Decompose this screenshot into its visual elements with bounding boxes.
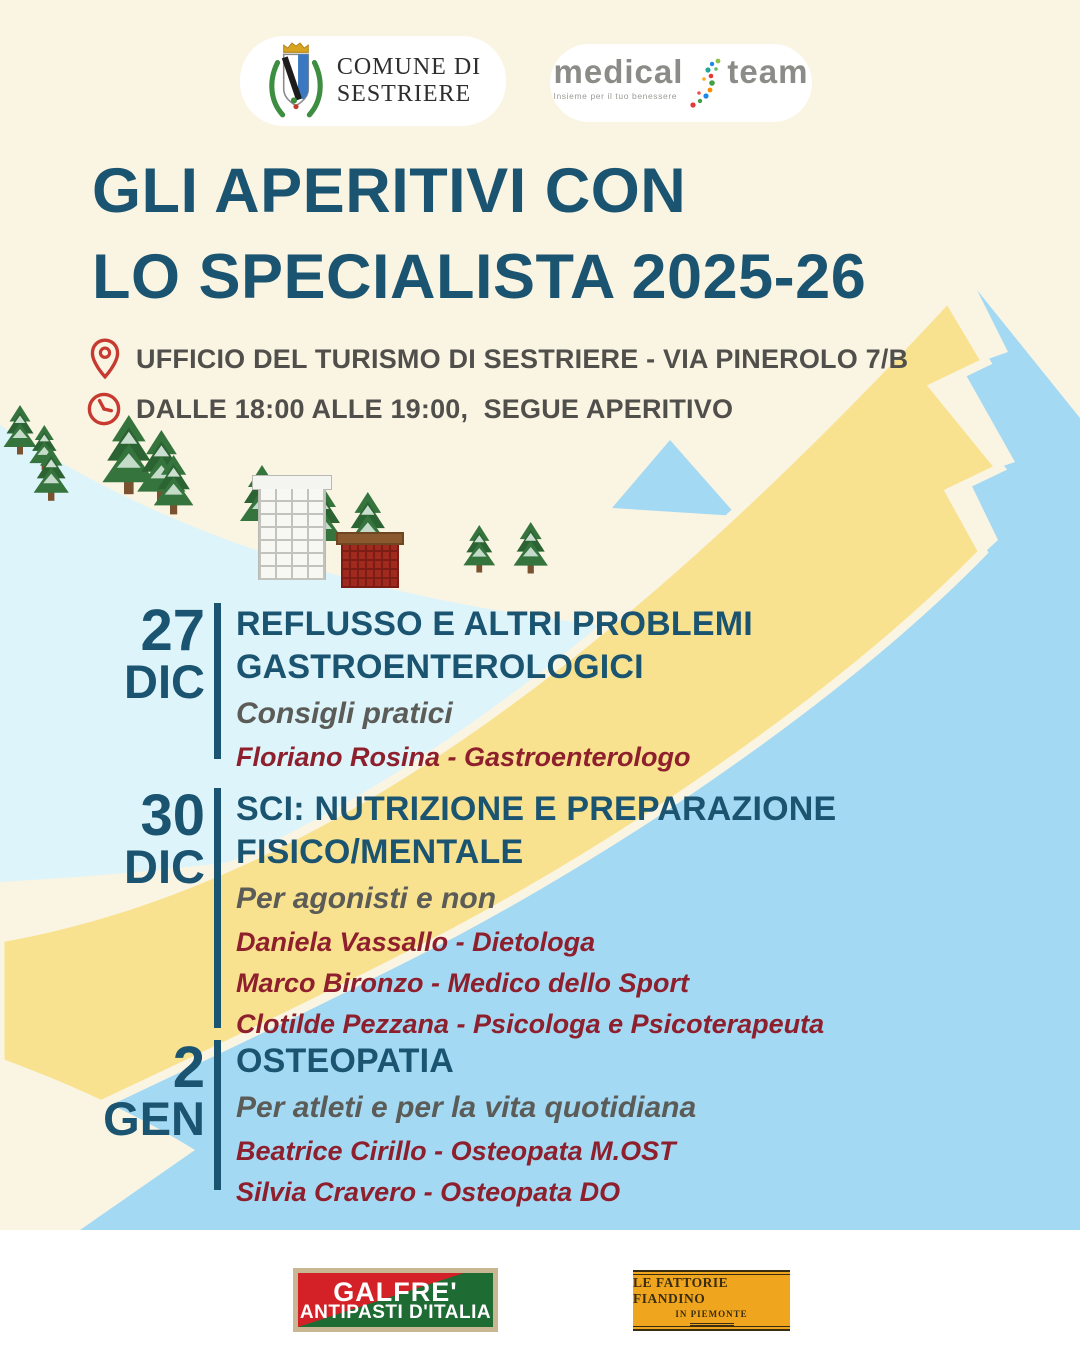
sestriere-crest-icon <box>265 40 327 122</box>
comune-logo-text: COMUNE DI SESTRIERE <box>336 54 482 107</box>
medical-team-tagline: Insieme per il tuo benessere <box>553 91 678 101</box>
event-2-gen <box>0 1035 1000 1207</box>
location-text: UFFICIO DEL TURISMO DI SESTRIERE - VIA PINEROLO 7/B <box>136 343 909 374</box>
sponsor-fiandino-logo <box>633 1270 790 1331</box>
time-row <box>86 391 733 427</box>
event-divider <box>214 603 221 759</box>
location-pin-icon <box>88 337 122 381</box>
galfre-subtitle: ANTIPASTI D'ITALIA <box>299 1302 492 1323</box>
event-title-line: OSTEOPATIA <box>236 1042 454 1080</box>
event-divider <box>214 788 221 1028</box>
event-27-dic <box>0 598 1000 772</box>
speaker-line: Marco Bironzo - Medico dello Sport <box>236 968 690 998</box>
event-30-dic <box>0 783 1000 1039</box>
event-title-line: REFLUSSO E ALTRI PROBLEMI <box>236 605 753 643</box>
event-date <box>0 598 205 772</box>
event-subtitle: Consigli pratici <box>236 697 453 730</box>
speaker-line: Clotilde Pezzana - Psicologa e Psicoterapeuta <box>236 1009 825 1039</box>
medical-team-word1: medical <box>553 53 684 90</box>
fiandino-subtitle: IN PIEMONTE <box>675 1309 748 1319</box>
comune-sestriere-logo <box>240 36 506 126</box>
red-building-roof <box>336 532 404 545</box>
speaker-line: Daniela Vassallo - Dietologa <box>236 927 596 957</box>
event-title-line: GASTROENTEROLOGICI <box>236 648 644 686</box>
galfre-name: GALFRE' <box>333 1277 458 1307</box>
event-subtitle: Per atleti e per la vita quotidiana <box>236 1091 697 1124</box>
event-title-line: SCI: NUTRIZIONE E PREPARAZIONE <box>236 790 837 828</box>
poster-title <box>92 148 1042 320</box>
event-divider <box>214 1040 221 1190</box>
event-date <box>0 783 205 1039</box>
fiandino-rule <box>690 1323 734 1326</box>
poster-title-line2: LO SPECIALISTA 2025-26 <box>92 242 867 312</box>
footer-band <box>0 1230 1080 1350</box>
medical-team-word2: team <box>727 53 809 90</box>
event-date <box>0 1035 205 1207</box>
red-building <box>341 545 399 588</box>
clock-icon <box>86 391 122 427</box>
speaker-line: Floriano Rosina - Gastroenterologo <box>236 742 691 772</box>
sponsor-galfre-logo <box>293 1268 498 1332</box>
white-building-roof <box>252 475 332 490</box>
speaker-line: Silvia Cravero - Osteopata DO <box>236 1177 621 1207</box>
event-subtitle: Per agonisti e non <box>236 882 497 915</box>
event-day: 2 <box>172 1035 205 1100</box>
event-month: DIC <box>124 840 205 893</box>
event-day: 30 <box>140 783 205 848</box>
white-building <box>258 489 326 580</box>
time-text: DALLE 18:00 ALLE 19:00, SEGUE APERITIVO <box>136 393 734 424</box>
medical-team-dna-icon <box>685 55 725 111</box>
speaker-line: Beatrice Cirillo - Osteopata M.OST <box>236 1136 676 1166</box>
event-title-line: FISICO/MENTALE <box>236 833 524 871</box>
event-day: 27 <box>140 598 205 663</box>
medical-team-logo <box>550 44 812 122</box>
fiandino-name: LE FATTORIE FIANDINO <box>633 1275 729 1306</box>
event-month: DIC <box>124 655 205 708</box>
event-month: GEN <box>103 1092 205 1145</box>
location-row <box>88 337 908 381</box>
poster-title-line1: GLI APERITIVI CON <box>92 156 687 226</box>
